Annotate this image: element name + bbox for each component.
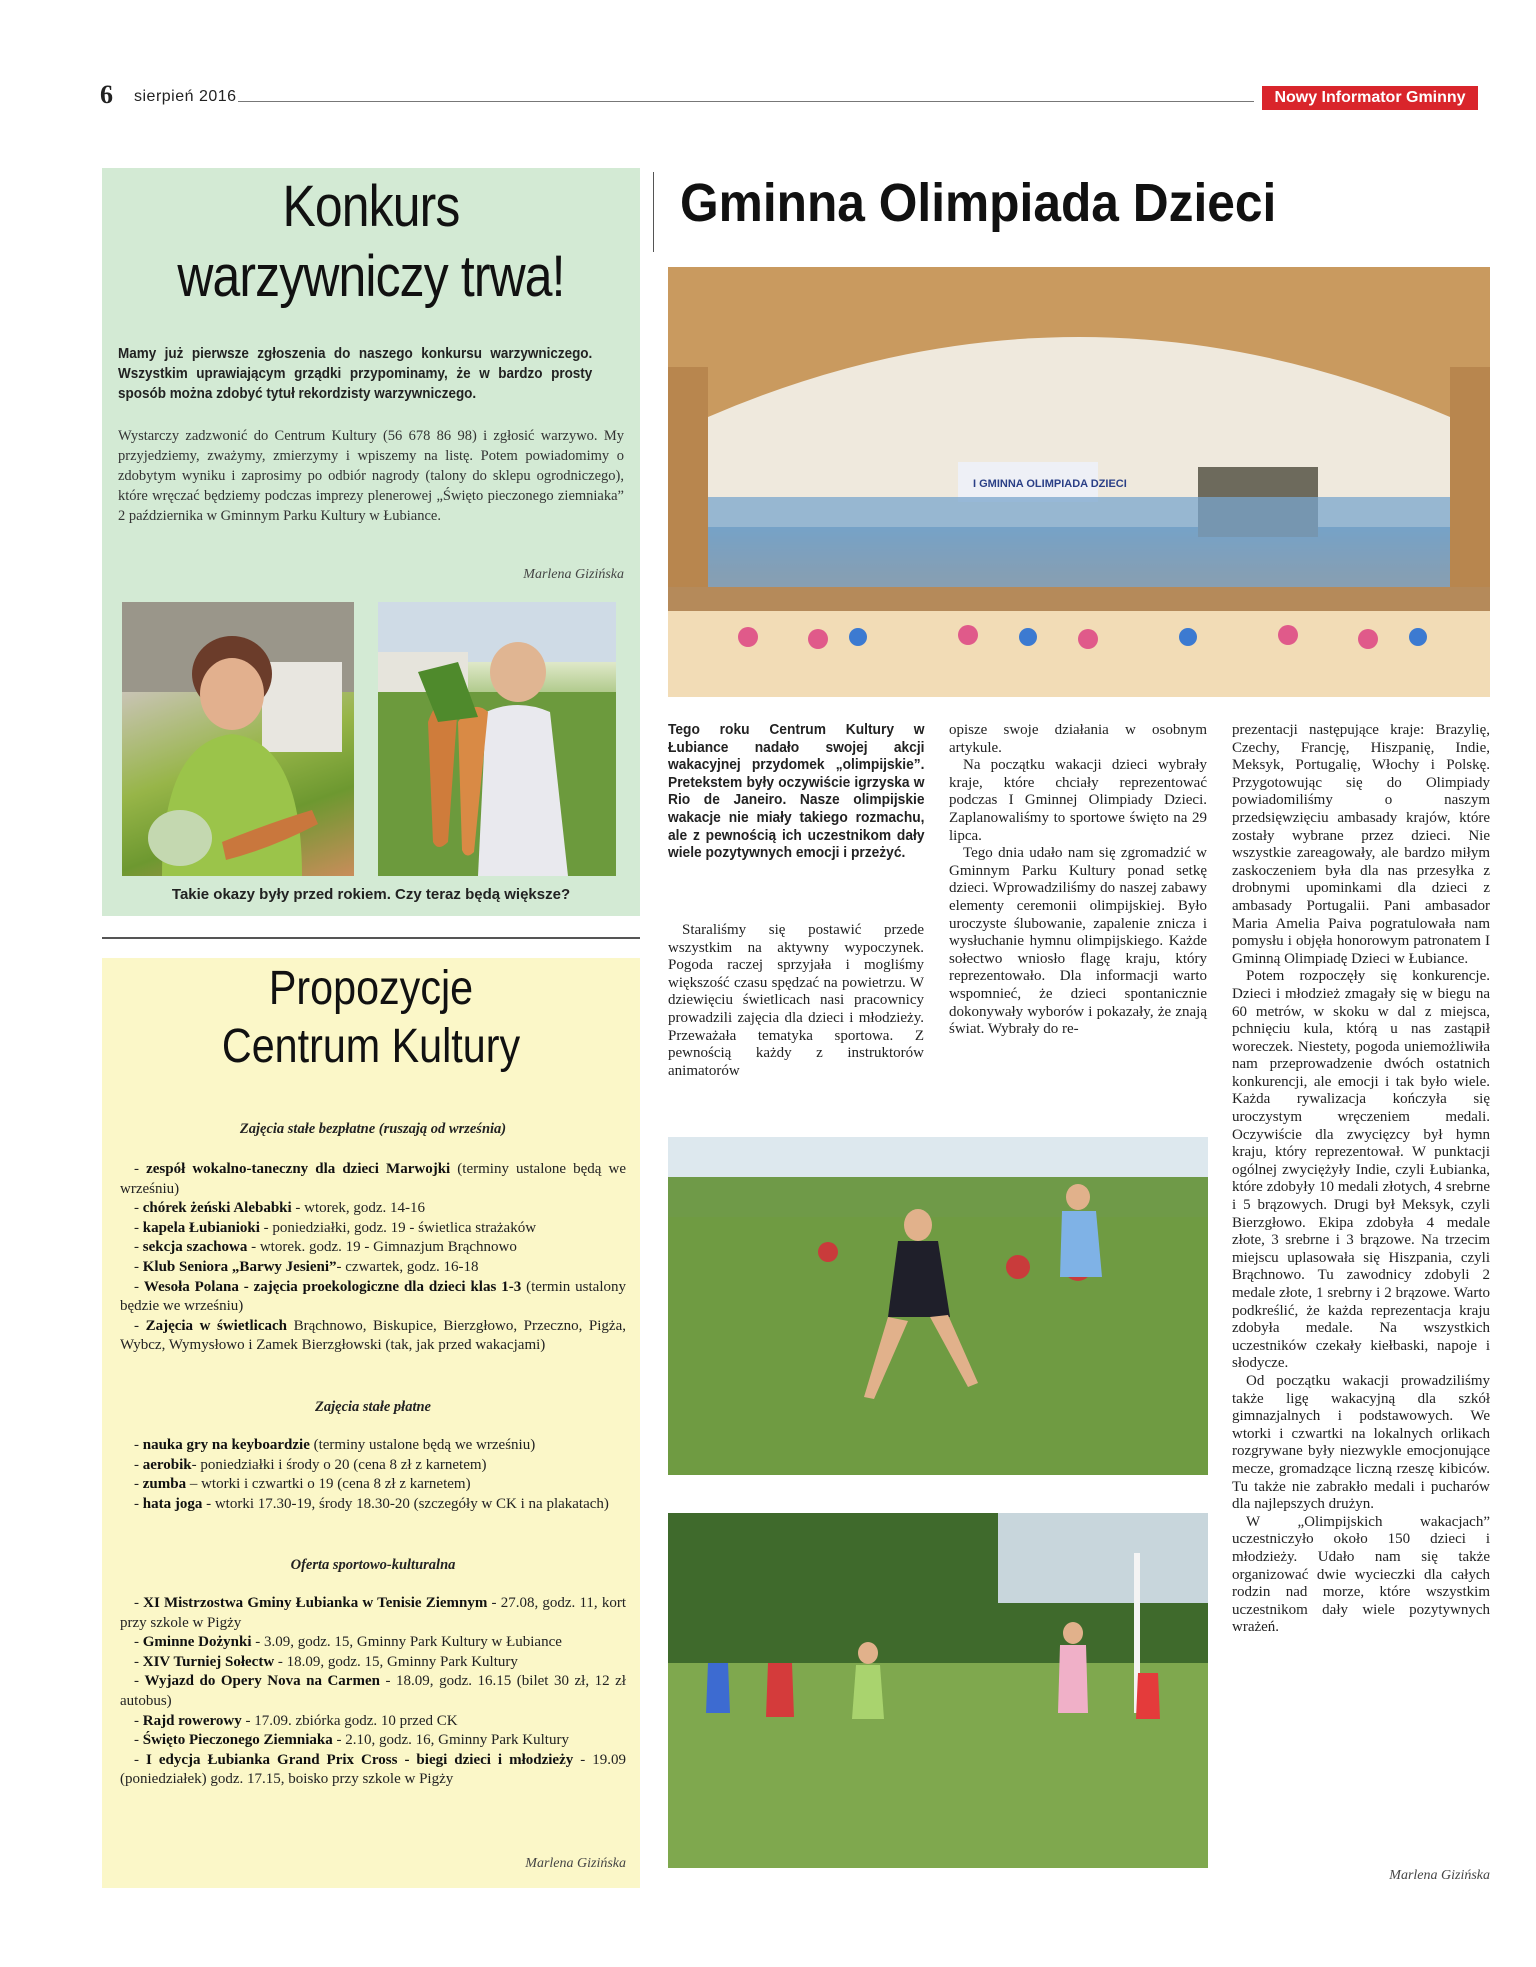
paragraph: opisze swoje działania w osobnym artykule.: [949, 722, 1207, 756]
olimpiada-author: Marlena Gizińska: [1389, 1868, 1490, 1883]
list-item-details: - 27.08, godz. 11, kort przy szkole w Pigży: [120, 1595, 626, 1631]
olimpiada-column-2: [949, 722, 1207, 1039]
list-item-name: Wesoła Polana - zajęcia proekologiczne dla dzieci klas 1-3: [143, 1278, 522, 1295]
propozycje-author: Marlena Gizińska: [525, 1856, 626, 1871]
list-item-details: - 2.10, godz. 16, Gminny Park Kultury: [332, 1732, 569, 1749]
list-item-name: XI Mistrzostwa Gminy Łubianka w Tenisie Ziemnym: [143, 1595, 488, 1611]
list-item: - nauka gry na keyboardzie (terminy ustalone będą we wrześniu): [134, 1437, 536, 1453]
paragraph: W „Olimpijskich wakacjach” uczestniczyło około 150 dzieci i młodzieży. Udało nam się także organizować dwie wycieczki dla całych rodzin nad morze, które wszystkim uczestnikom dały wiele pozytywnych wrażeń.: [1232, 1513, 1490, 1636]
list-item: - I edycja Łubianka Grand Prix Cross - biegi dzieci i młodzieży - 19.09 (poniedziałek) godz. 17.15, boisko przy szkole w Pigży: [120, 1751, 627, 1788]
konkurs-headline-line1: Konkurs: [282, 174, 460, 239]
issue-date: sierpień 2016: [134, 88, 237, 105]
list-item-name: sekcja szachowa: [142, 1239, 248, 1256]
banner-text: I GMINNA OLIMPIADA DZIECI: [973, 478, 1127, 490]
list-item-details: – wtorki i czwartki o 19 (cena 8 zł z karnetem): [186, 1476, 471, 1493]
list-item-name: zespół wokalno-taneczny dla dzieci Marwojki: [146, 1161, 451, 1177]
list-item: - sekcja szachowa - wtorek. godz. 19 - Gimnazjum Brąchnowo: [134, 1239, 517, 1256]
publication-badge: Nowy Informator Gminny: [1262, 86, 1478, 110]
column-divider: [653, 172, 654, 252]
section-divider: [102, 937, 640, 939]
propozycje-headline-line2: Centrum Kultury: [221, 1020, 521, 1073]
list-item-name: Gminne Dożynki: [142, 1634, 252, 1651]
list-item-details: - 18.09, godz. 15, Gminny Park Kultury: [274, 1653, 518, 1670]
paragraph: Na początku wakacji dzieci wybrały kraje, które chciały reprezentować podczas I Gminnej Olimpiady Dzieci. Zaplanowaliśmy to sportowe święto na 29 lipca.: [949, 757, 1207, 844]
list-item-details: - poniedziałki i środy o 20 (cena 8 zł z karnetem): [191, 1456, 487, 1473]
list-item-name: kapela Łubianioki: [142, 1219, 260, 1236]
paid-classes-list: [120, 1436, 626, 1514]
konkurs-headline-line2: warzywniczy trwa!: [177, 244, 565, 309]
propozycje-headline-line1: Propozycje: [268, 962, 474, 1015]
stage-ceremony-photo: [668, 267, 1490, 697]
list-item-details: Brąchnowo, Biskupice, Bierzgłowo, Przeczno, Pigża, Wybcz, Wymysłowo i Zamek Bierzgłowski (tak, jak przed wakacjami): [120, 1317, 626, 1354]
olimpiada-headline: Gminna Olimpiada Dzieci: [680, 173, 1277, 233]
propozycje-headline: [140, 960, 603, 1076]
list-item: - Wesoła Polana - zajęcia proekologiczne dla dzieci klas 1-3 (termin ustalony będzie we wrześniu): [120, 1278, 626, 1315]
list-item-name: nauka gry na keyboardzie: [142, 1437, 310, 1453]
paragraph: Potem rozpoczęły się konkurencje. Dzieci i młodzież zmagały się w biegu na 60 metrów, w skoku w dal z miejsca, pchnięciu kula, którą u nas zastąpił woreczek. Niestety, pogoda uniemożliwiła nam przeprowadzenie dwóch ostatnich konkurencji, ale emocji i tak było wiele. Każda rywalizacja kończyła się uroczystym wręczeniem medali. Oczywiście dla zwycięzcy był hymn kraju, który reprezentował. W punktacji ogólnej zwyciężyły Indie, czyli Łubianka, które zdobyły 10 medali złotych, 4 srebrne i 5 brązowych. Drugi był Meksyk, czyli Bierzgłowo. Ekipa zdobyła 4 medale złote, 3 srebrne i 3 brązowe. Na trzecim miejscu uplasowała się Hiszpania, czyli Brąchnowo. Tu zawodnicy zdobyli 2 medale złote, 1 srebrny i 2 brązowe. Warto podkreślić, że każda reprezentacja kraju zdobyła medale. Na wszystkich uczestników czekały kiełbaski, napoje i słodycze.: [1232, 968, 1490, 1372]
list-item: - Gminne Dożynki - 3.09, godz. 15, Gminny Park Kultury w Łubiance: [134, 1634, 562, 1651]
paragraph: Od początku wakacji prowadziliśmy także ligę wakacyjną dla szkół gimnazjalnych i podstawowych. We wtorki i czwartki na lokalnych orlikach rozgrywane były niezwykle emocjonujące mecze, gromadzące liczną rzeszę kibiców. Tu także nie zabrakło medali i pucharów dla najlepszych drużyn.: [1232, 1372, 1490, 1513]
list-item: - Wyjazd do Opery Nova na Carmen - 18.09, godz. 16.15 (bilet 30 zł, 12 zł autobus): [120, 1673, 626, 1709]
list-item: - kapela Łubianioki - poniedziałki, godz. 19 - świetlica strażaków: [134, 1219, 537, 1236]
list-item-name: I edycja Łubianka Grand Prix Cross - biegi dzieci i młodzieży: [146, 1751, 574, 1768]
children-field-photo: [668, 1513, 1208, 1868]
list-item: - zumba – wtorki i czwartki o 19 (cena 8 zł z karnetem): [134, 1476, 471, 1493]
list-item-details: - czwartek, godz. 16-18: [336, 1258, 479, 1275]
list-item-name: Rajd rowerowy: [142, 1712, 242, 1729]
paid-classes-heading: Zajęcia stałe płatne: [315, 1399, 431, 1415]
list-item: - Rajd rowerowy - 17.09. zbiórka godz. 10 przed CK: [134, 1712, 458, 1729]
list-item: - zespół wokalno-taneczny dla dzieci Marwojki (terminy ustalone będą we wrześniu): [120, 1161, 626, 1197]
list-item-details: - 3.09, godz. 15, Gminny Park Kultury w Łubiance: [251, 1634, 562, 1651]
olimpiada-column-1: Staraliśmy się postawić przede wszystkim na aktywny wypoczynek. Pogoda raczej sprzyjała i mogliśmy większość czasu spędzać na powietrzu. W dziewięciu świetlicach nasi pracownicy prowadzili zajęcia dla dzieci i młodzieży. Przeważała tematyka sportowa. Z pewnością każdy z instruktorów animatorów: [668, 922, 924, 1079]
boy-carrots-photo: [378, 602, 616, 876]
konkurs-lead: Mamy już pierwsze zgłoszenia do naszego konkursu warzywniczego. Wszystkim uprawiającym grządki przypominamy, że w bardzo prosty sposób można zdobyć tytuł rekordzisty warzywniczego.: [118, 346, 593, 402]
list-item-name: XIV Turniej Sołectw: [142, 1653, 275, 1670]
list-item: - chórek żeński Alebabki - wtorek, godz. 14-16: [134, 1200, 425, 1217]
konkurs-body: Wystarczy zadzwonić do Centrum Kultury (56 678 86 98) i zgłosić warzywo. My przyjedziemy, zważymy, zmierzymy i wpiszemy na listę. Potem powiadomimy o zdobytym wyniku i zaprosimy po odbiór nagrody (talony do sklepu ogrodniczego), które wręczać będziemy podczas imprezy plenerowej „Święto pieczonego ziemniaka” 2 października w Gminnym Parku Kultury w Łubiance.: [118, 428, 624, 524]
list-item-details: - wtorek. godz. 19 - Gimnazjum Brąchnowo: [247, 1239, 517, 1256]
list-item-details: (terminy ustalone będą we wrześniu): [120, 1161, 626, 1197]
children-running-photo: [668, 1137, 1208, 1475]
paragraph: Tego dnia udało nam się zgromadzić w Gminnym Parku Kultury ponad setkę dzieci. Wprowadziliśmy do naszej zabawy elementy ceremonii olimpijskiej. Było uroczyste ślubowanie, zapalenie znicza i wysłuchanie hymnu olimpijskiego. Każde sołectwo wniosło flagę kraju, który reprezentowało. Dla informacji warto wspomnieć, że dzieci spontanicznie dokonywały wyborów i pokazały, że znają świat. Wybrały do re-: [949, 845, 1207, 1038]
olimpiada-lead: Tego roku Centrum Kultury w Łubiance nadało swojej akcji wakacyjnej przydomek „olimpijskie”. Pretekstem były oczywiście igrzyska w Rio de Janeiro. Nasze olimpijskie wakacje nie miały takiego rozmachu, ale z pewnością ich uczestnikom dały wiele pozytywnych emocji i przeżyć.: [668, 722, 925, 862]
woman-vegetables-photo: [122, 602, 354, 876]
konkurs-author: Marlena Gizińska: [523, 567, 624, 582]
list-item-details: (termin ustalony będzie we wrześniu): [120, 1278, 626, 1315]
list-item-name: hata joga: [142, 1495, 203, 1512]
list-item-name: Wyjazd do Opery Nova na Carmen: [144, 1673, 380, 1690]
list-item: - hata joga - wtorki 17.30-19, środy 18.30-20 (szczegóły w CK i na plakatach): [134, 1495, 609, 1512]
list-item: - Święto Pieczonego Ziemniaka - 2.10, godz. 16, Gminny Park Kultury: [134, 1732, 569, 1749]
sport-culture-list: [120, 1594, 626, 1790]
sport-culture-heading: Oferta sportowo-kulturalna: [290, 1557, 456, 1573]
free-classes-heading: Zajęcia stałe bezpłatne (ruszają od września): [239, 1121, 507, 1137]
list-item-name: chórek żeński Alebabki: [142, 1200, 292, 1217]
list-item-details: (terminy ustalone będą we wrześniu): [309, 1437, 536, 1453]
konkurs-headline: [140, 172, 603, 312]
list-item-name: zumba: [142, 1476, 187, 1493]
list-item: - Zajęcia w świetlicach Brąchnowo, Biskupice, Bierzgłowo, Przeczno, Pigża, Wybcz, Wymysłowo i Zamek Bierzgłowski (tak, jak przed wakacjami): [120, 1317, 626, 1354]
list-item-details: - 19.09 (poniedziałek) godz. 17.15, boisko przy szkole w Pigży: [120, 1751, 627, 1788]
header-rule: [238, 101, 1254, 102]
list-item-name: Klub Seniora „Barwy Jesieni”: [142, 1258, 337, 1275]
list-item: - XIV Turniej Sołectw - 18.09, godz. 15, Gminny Park Kultury: [134, 1653, 518, 1670]
free-classes-list: [120, 1160, 626, 1356]
konkurs-photo-caption: Takie okazy były przed rokiem. Czy teraz będą większe?: [171, 886, 571, 903]
list-item: - Klub Seniora „Barwy Jesieni”- czwartek, godz. 16-18: [134, 1258, 479, 1275]
list-item-details: - 18.09, godz. 16.15 (bilet 30 zł, 12 zł autobus): [120, 1673, 626, 1709]
list-item-details: - wtorek, godz. 14-16: [291, 1200, 425, 1217]
list-item-details: - poniedziałki, godz. 19 - świetlica strażaków: [259, 1219, 537, 1236]
list-item-name: aerobik: [142, 1456, 192, 1473]
list-item: - XI Mistrzostwa Gminy Łubianka w Tenisie Ziemnym - 27.08, godz. 11, kort przy szkole w Pigży: [120, 1595, 626, 1631]
page-number: 6: [100, 80, 113, 109]
olimpiada-column-3: [1232, 722, 1490, 1637]
list-item-details: - 17.09. zbiórka godz. 10 przed CK: [241, 1712, 458, 1729]
list-item: - aerobik- poniedziałki i środy o 20 (cena 8 zł z karnetem): [134, 1456, 487, 1473]
list-item-details: - wtorki 17.30-19, środy 18.30-20 (szczegóły w CK i na plakatach): [202, 1495, 609, 1512]
paragraph: prezentacji następujące kraje: Brazylię, Czechy, Francję, Hiszpanię, Indie, Meksyk, Portugalię, Włochy i Polskę. Przygotowując się do Olimpiady powiadomiliśmy o naszym przedsięwzięciu ambasady krajów, które zostały wybrane przez dzieci. Nie wszystkie zareagowały, ale bardzo miłym zaskoczeniem była dla nas przesyłka z drobnymi upominkami dla dzieci z ambasady Portugalii. Pani ambasador Maria Amelia Paiva pogratulowała nam pomysłu i objęła honorowym patronatem I Gminną Olimpiadę Dzieci w Łubiance.: [1232, 722, 1490, 967]
list-item-name: Zajęcia w świetlicach: [145, 1317, 287, 1334]
list-item-name: Święto Pieczonego Ziemniaka: [142, 1732, 333, 1749]
